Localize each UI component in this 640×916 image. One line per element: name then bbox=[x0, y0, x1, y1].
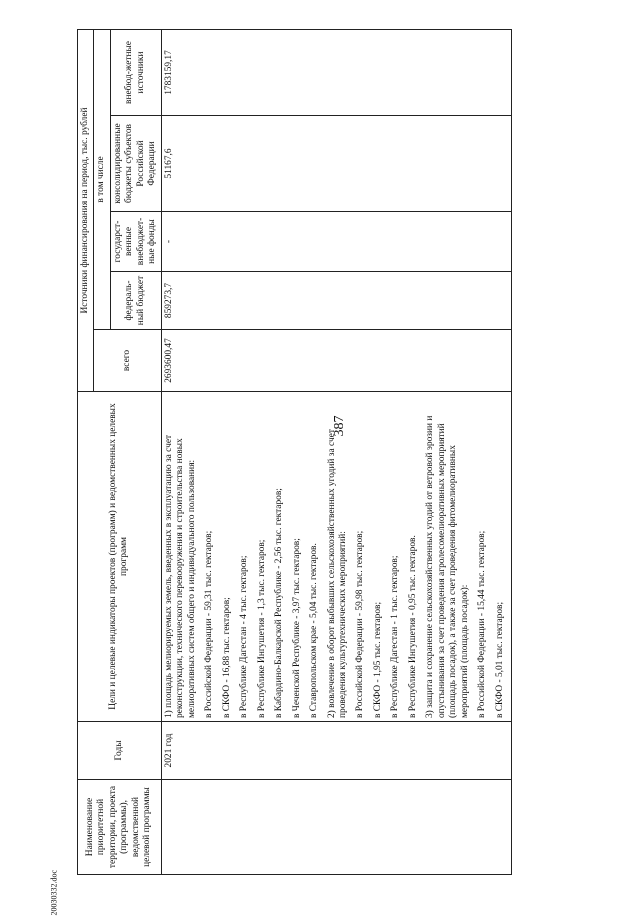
header-sources: Источники финансирования на период, тыс. рублей bbox=[78, 29, 94, 391]
header-gos: государст-венные внебюджет-ные фонды bbox=[110, 212, 161, 272]
goal-line: в СКФО - 16,88 тыс. гектаров; bbox=[221, 597, 232, 718]
goal-line: в Российской Федерации - 59,31 тыс. гектаров; bbox=[204, 530, 215, 718]
goal-line: 2) вовлечение в оборот выбывших сельскохозяйственных угодий за счет проведения культуртехнических мероприятий: bbox=[326, 429, 348, 718]
goal-line: в Кабардино-Балкарской Республике - 2,56 тыс. гектаров; bbox=[274, 488, 285, 718]
goal-line: в Российской Федерации - 59,98 тыс. гектаров; bbox=[355, 530, 366, 718]
goal-line: в Республике Ингушетия - 1,3 тыс. гектаров; bbox=[256, 539, 267, 718]
row-name bbox=[161, 780, 511, 875]
goal-line: в Республике Дагестан - 4 тыс. гектаров; bbox=[239, 555, 250, 718]
goal-line: в Республике Дагестан - 1 тыс. гектаров; bbox=[390, 555, 401, 718]
goal-line: 3) защита и сохранение сельскохозяйственных угодий от ветровой эрозии и опустынивания за счет проведения агролесомелиоративных мероприятий (площадь посадок), а также за счет проведения фитомелиоративных мероприятий (площадь посадок): bbox=[425, 415, 470, 718]
header-in-that: в том числе bbox=[94, 29, 110, 329]
header-regional: консолидированные бюджеты субъектов Российской Федерации bbox=[110, 116, 161, 212]
header-federal: федераль-ный бюджет bbox=[110, 272, 161, 330]
header-year: Годы bbox=[78, 722, 162, 780]
row-regional: 51167,6 bbox=[161, 116, 511, 212]
document-sheet bbox=[77, 30, 592, 875]
page-number: 387 bbox=[332, 415, 347, 437]
goal-line: в Ставропольском крае - 5,04 тыс. гектаров. bbox=[309, 543, 320, 718]
header-row-1 bbox=[78, 29, 94, 874]
row-federal: 859273,7 bbox=[161, 272, 511, 330]
header-extra: внебюд-жетные источники bbox=[110, 29, 161, 115]
rotated-table-wrapper bbox=[77, 30, 592, 875]
goal-line: в Чеченской Республике - 3,97 тыс. гектаров; bbox=[291, 538, 302, 718]
header-goals: Цели и целевые индикаторы проектов (программ) и ведомственных целевых программ bbox=[78, 392, 162, 722]
header-total: всего bbox=[94, 330, 161, 392]
goal-line: в Российской Федерации - 15,44 тыс. гектаров; bbox=[477, 530, 488, 718]
row-total: 2693600,47 bbox=[161, 330, 511, 392]
financing-table bbox=[77, 29, 512, 875]
goal-line: 1) площадь мелиорируемых земель, введенных в эксплуатацию за счет реконструкции, технического перевооружения и строительства новых мелиоративных систем общего и индивидуального пользования: bbox=[163, 434, 197, 718]
table-row bbox=[161, 29, 511, 874]
row-extra: 1783159,17 bbox=[161, 29, 511, 115]
goal-line: в Республике Ингушетия - 0,95 тыс. гектаров. bbox=[407, 535, 418, 718]
goal-line: в СКФО - 1,95 тыс. гектаров; bbox=[372, 601, 383, 718]
row-year: 2021 год bbox=[161, 722, 511, 780]
goal-line: в СКФО - 5,01 тыс. гектаров; bbox=[494, 601, 505, 718]
header-name: Наименование приоритетной территории, проекта (программы), ведомственной целевой программы bbox=[78, 780, 162, 875]
row-goals bbox=[161, 392, 511, 722]
file-name: 20030332.doc bbox=[49, 869, 59, 916]
row-gos: - bbox=[161, 212, 511, 272]
